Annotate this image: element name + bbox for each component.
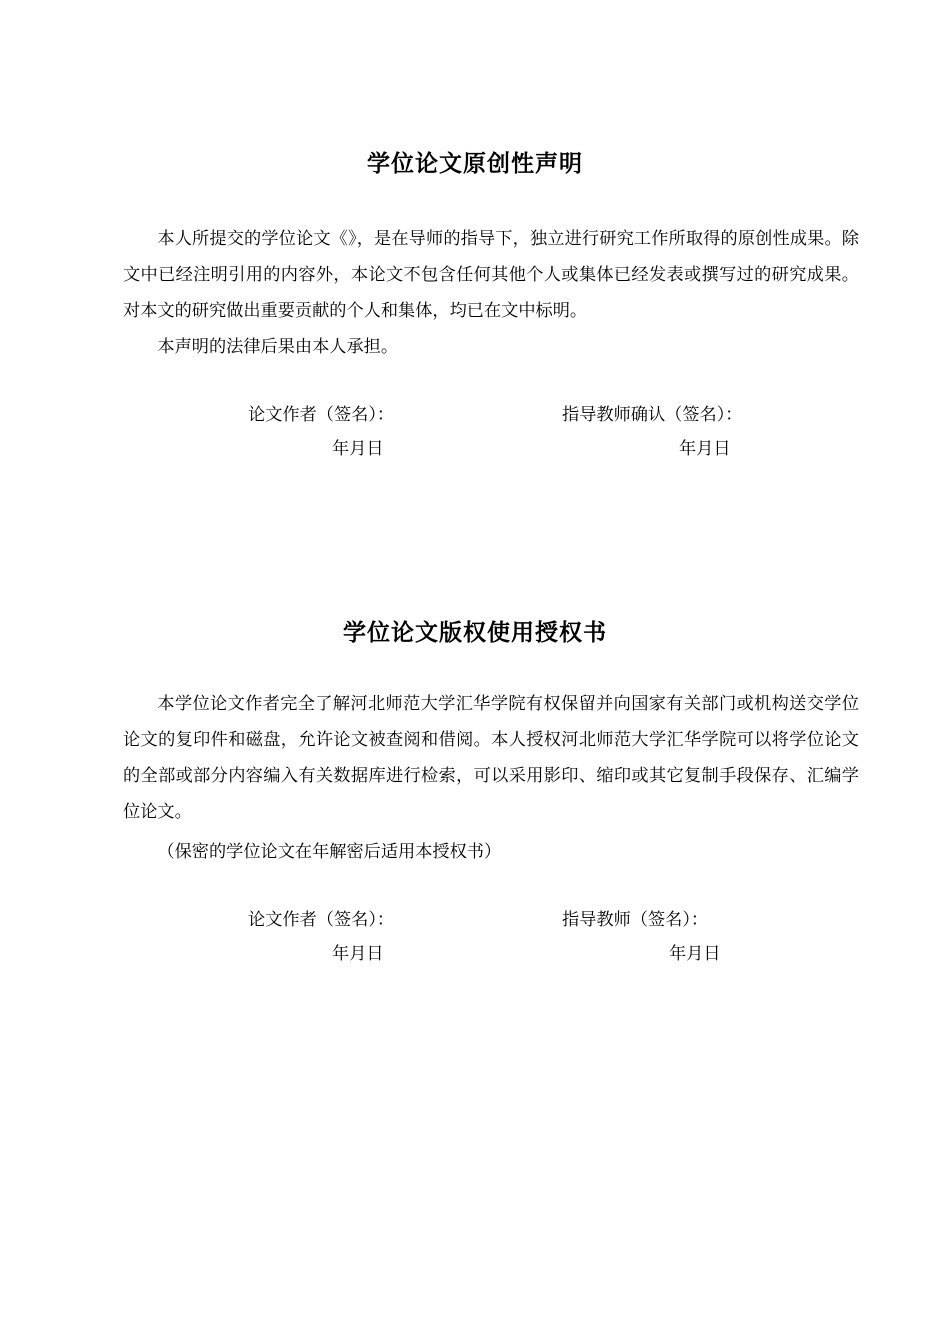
- declaration-author-signature: 论文作者（签名）：: [248, 405, 395, 425]
- authorization-author-date: 年月日: [332, 944, 384, 964]
- declaration-advisor-signature: 指导教师确认（签名）：: [562, 405, 743, 425]
- authorization-paragraph: 本学位论文作者完全了解河北师范大学汇华学院有权保留并向国家有关部门或机构送交学位论文的复印件和磁盘，允许论文被查阅和借阅。本人授权河北师范大学汇华学院可以将学位论文的全部或部分内容编入有关数据库进行检索，可以采用影印、缩印或其它复制手段保存、汇编学位论文。: [123, 694, 859, 822]
- authorization-author-signature: 论文作者（签名）：: [248, 910, 395, 930]
- authorization-advisor-date: 年月日: [669, 944, 721, 964]
- authorization-confidential-note: （保密的学位论文在年解密后适用本授权书）: [157, 842, 502, 862]
- authorization-title: 学位论文版权使用授权书: [343, 620, 607, 646]
- declaration-liability: 本声明的法律后果由本人承担。: [157, 337, 399, 357]
- declaration-title: 学位论文原创性声明: [367, 151, 583, 177]
- declaration-author-date: 年月日: [332, 439, 384, 459]
- authorization-advisor-signature: 指导教师（签名）：: [562, 910, 709, 930]
- declaration-paragraph: 本人所提交的学位论文《》，是在导师的指导下，独立进行研究工作所取得的原创性成果。除文中已经注明引用的内容外，本论文不包含任何其他个人或集体已经发表或撰写过的研究成果。对本文的研究做出重要贡献的个人和集体，均已在文中标明。: [123, 229, 859, 321]
- declaration-advisor-date: 年月日: [679, 439, 731, 459]
